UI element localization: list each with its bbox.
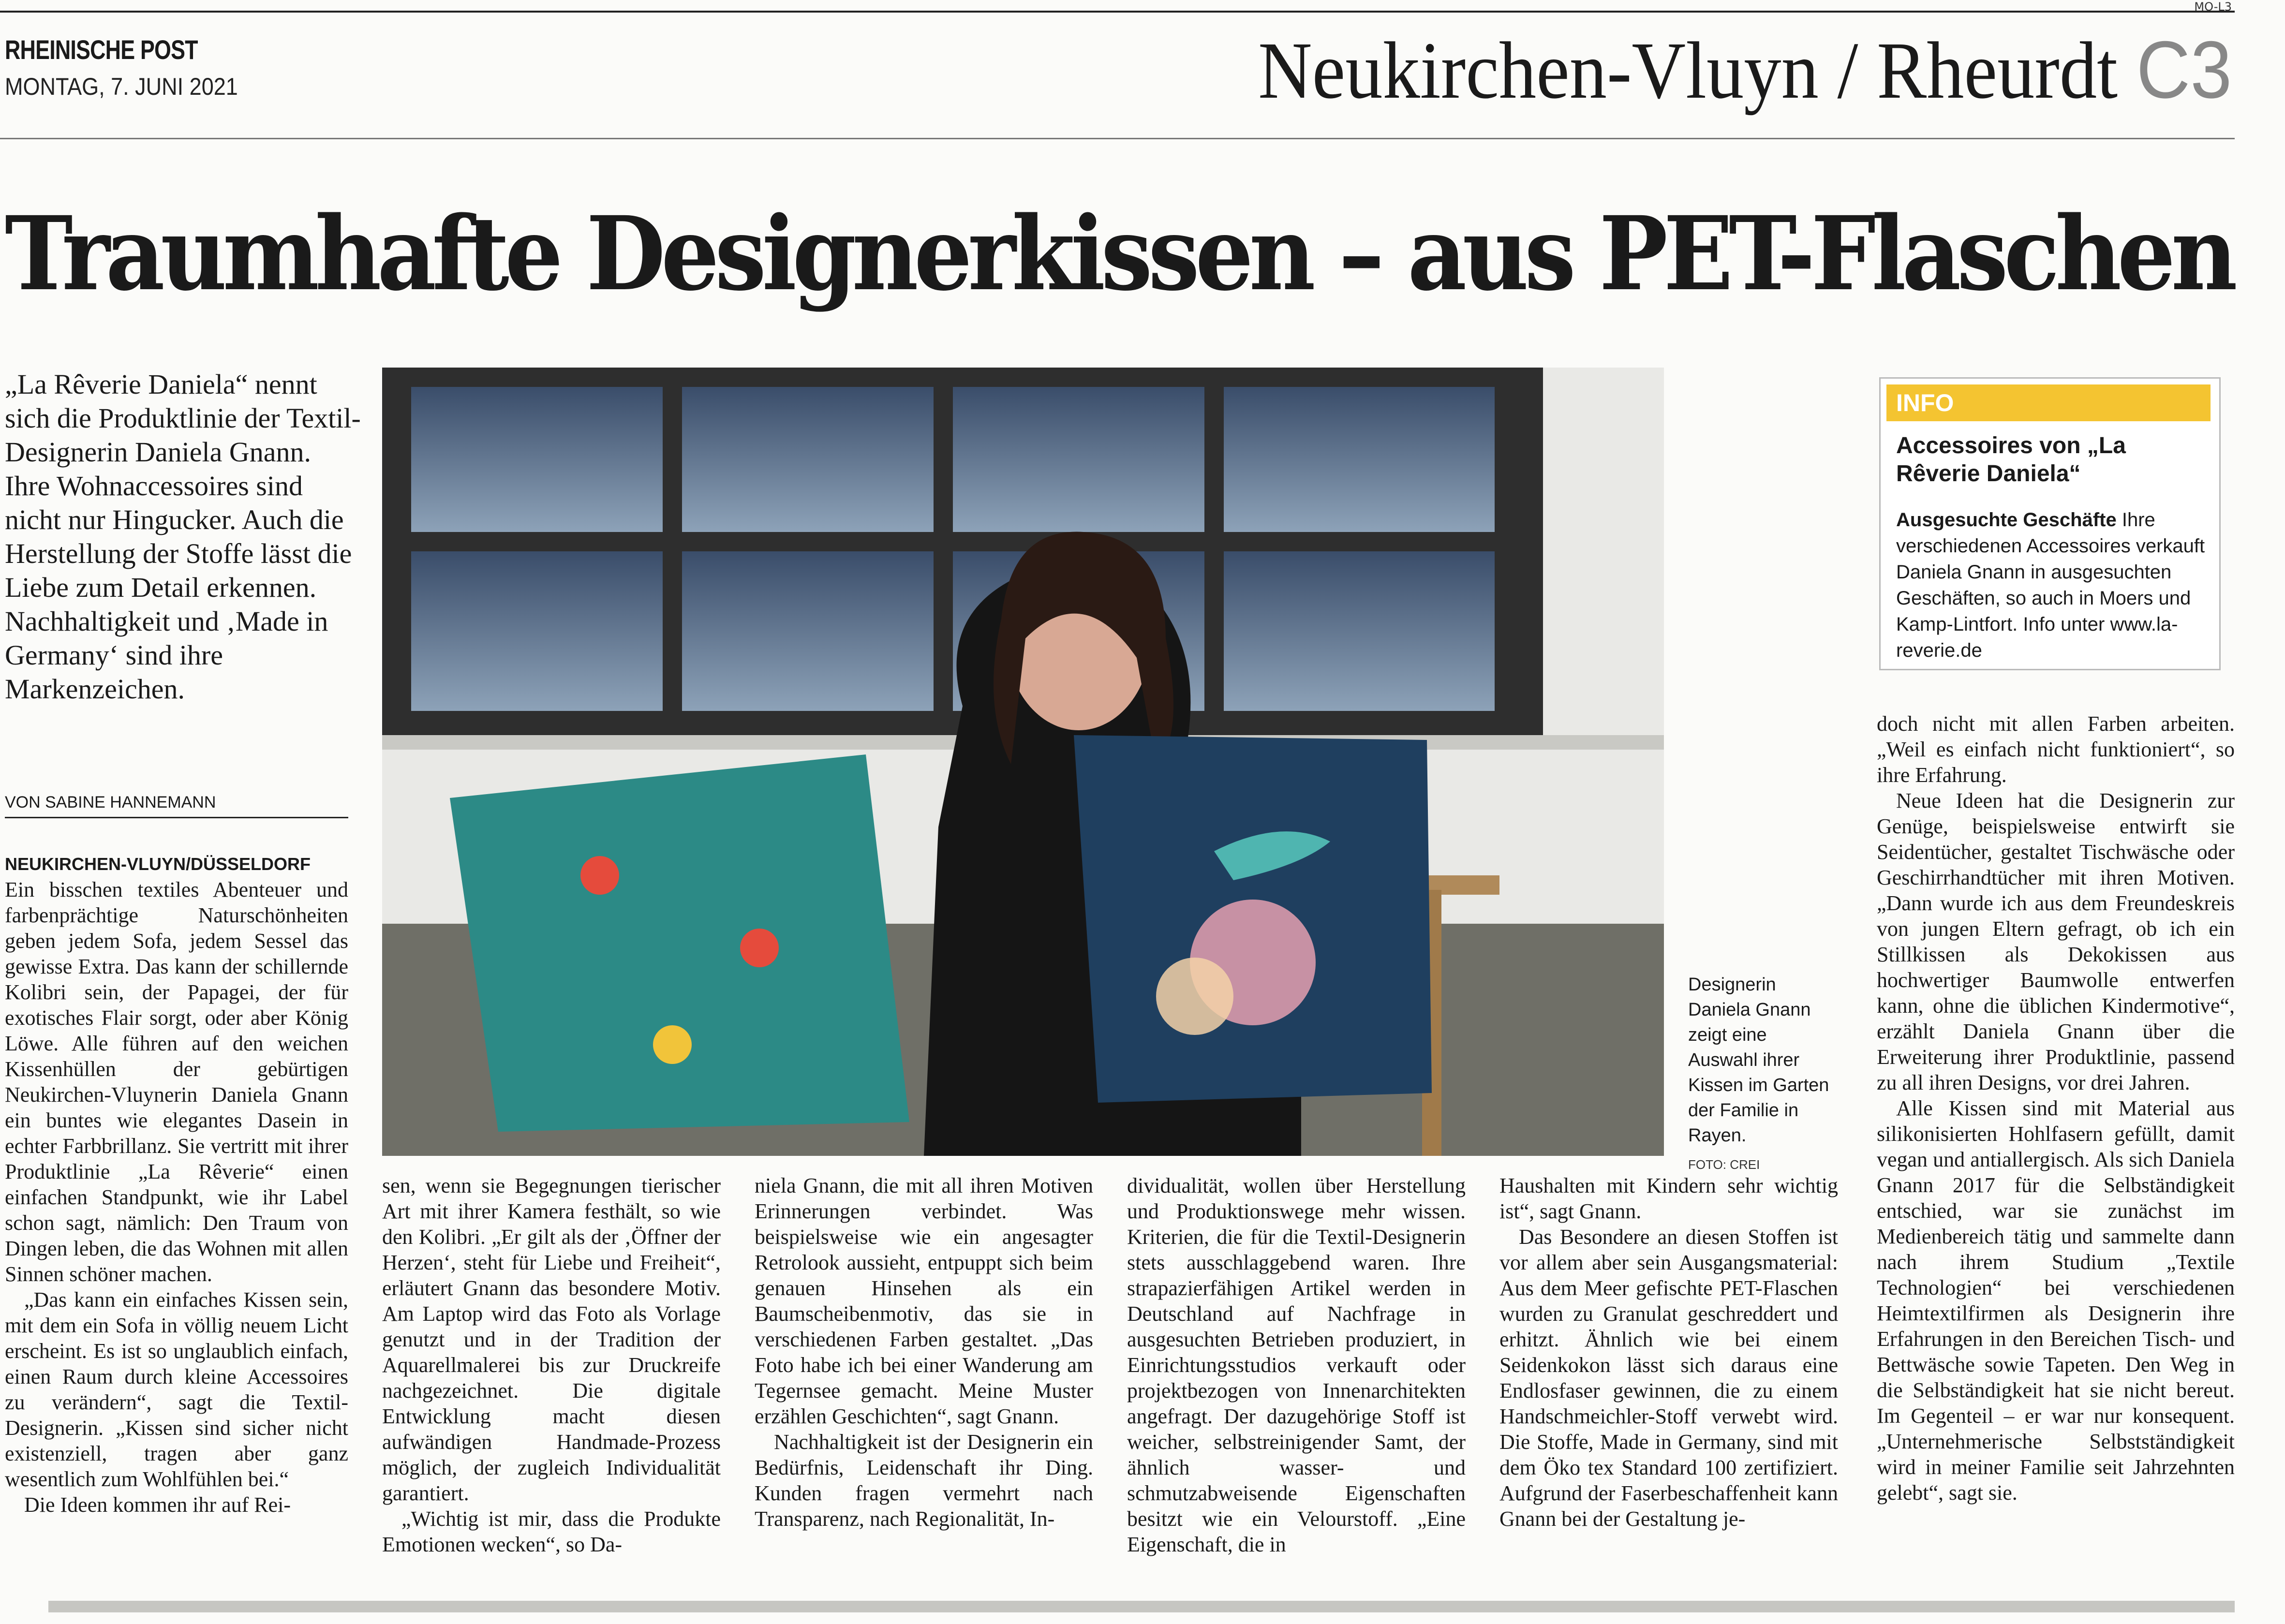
dateline: NEUKIRCHEN-VLUYN/DÜSSELDORF [5, 854, 311, 874]
window-pane [953, 387, 1204, 532]
photo-credit: FOTO: CREI [1688, 1157, 1760, 1172]
window-pane [1224, 551, 1495, 711]
section-title [1258, 24, 2232, 116]
paragraph: Das Besondere an diesen Stoffen ist vor allem aber sein Ausgangsmaterial: Aus dem Meer gefischte PET-Flaschen wurden zu Granulat geschreddert und erhitzt. Ähnlich wie bei einem Seidenkokon lässt sich daraus eine Endlosfaser gewinnen, die zu einem Handschmeichler-Stoff verwebt wird. Die Stoffe, Made in Germany, sind mit dem Öko tex Standard 100 zertifiziert. Aufgrund der Faserbeschaffenheit kann Gnann bei der Gestaltung je- [1499, 1225, 1838, 1531]
info-title: Accessoires von „La Rêverie Daniela“ [1896, 433, 2126, 487]
paragraph: Alle Kissen sind mit Material aus silikonisierten Hohlfasern gefüllt, damit vegan und antiallergisch. Als sich Daniela Gnann 2017 für die Selbständigkeit entschied, war sie zunächst im Medienbereich tätig und sammelte dann nach ihrem Studium „Textile Technologien“ bei verschiedenen Heimtextilfirmen als Designerin ihre Erfahrungen in den Bereichen Tisch- und Bettwäsche sowie Tapeten. Den Weg in die Selbständigkeit hat sie nicht bereut. Im Gegenteil – er war nur konsequent. „Unternehmerische Selbstständigkeit wird in meiner Familie seit Jahrzehnten gelebt“, sagt sie. [1877, 1096, 2235, 1505]
issue-date: MONTAG, 7. JUNI 2021 [5, 73, 238, 100]
flower-motif [1156, 958, 1233, 1035]
photo-illustration [382, 368, 1664, 1156]
article-column-2 [382, 1173, 721, 1557]
paragraph: „Wichtig ist mir, dass die Produkte Emotionen wecken“, so Da- [382, 1507, 721, 1556]
article-column-1 [5, 851, 348, 1518]
top-rule [0, 11, 2235, 13]
window-pane [411, 551, 663, 711]
byline: VON SABINE HANNEMANN [5, 793, 348, 818]
info-label: INFO [1886, 384, 2211, 421]
article-column-5 [1499, 1173, 1838, 1532]
page-number: C3 [2136, 24, 2232, 115]
paragraph: Nachhaltigkeit ist der Designerin ein Bedürfnis, Leidenschaft ihr Ding. Kunden fragen vermehrt nach Transparenz, nach Regionalität, In- [755, 1430, 1093, 1531]
paragraph: „Das kann ein einfaches Kissen sein, mit dem ein Sofa in völlig neuem Licht erscheint. Es ist so unglaublich einfach, einen Raum durch kleine Accessoires zu verändern“, sagt die Textil-Designerin. „Kissen sind sicher nicht existenziell, tragen aber ganz wesentlich zum Wohlfühlen bei.“ [5, 1288, 348, 1491]
green-parrot-cushion [450, 754, 909, 1132]
photo-caption [1688, 972, 1833, 1177]
paragraph: dividualität, wollen über Herstellung und Produktionswege mehr wissen. Kriterien, die für die Textil-Designerin stets ausschlaggebend waren. Ihre strapazierfähigen Artikel werden in Deutschland auf Nachfrage in ausgesuchten Betrieben produziert, in Einrichtungsstudios verkauft oder projektbezogen von Innenarchitekten angefragt. Der dazugehörige Stoff ist weicher, selbstreinigender Samt, der ähnlich wasser- und schmutzabweisende Eigenschaften besitzt wie ein Velourstoff. „Eine Eigenschaft, die in [1127, 1174, 1466, 1556]
paragraph: Neue Ideen hat die Designerin zur Genüge, beispielsweise entwirft sie Seidentücher, gestaltet Tischwäsche oder Geschirrhandtücher mit ihren Motiven. „Dann wurde ich aus dem Freundeskreis von jungen Eltern gefragt, ob ich ein Stillkissen als Dekokissen aus hochwertiger Baumwolle entwerfen kann, ohne die üblichen Kindermotive“, erzählt Daniela Gnann über die Erweiterung ihrer Produktlinie, passend zu all ihren Designs, vor drei Jahren. [1877, 789, 2235, 1094]
page-code: MO-L3 [2194, 0, 2232, 14]
window-pane [682, 551, 934, 711]
section-name: Neukirchen-Vluyn / Rheurdt [1258, 26, 2118, 116]
parrot-motif [740, 929, 779, 967]
caption-text: Designerin Daniela Gnann zeigt eine Auswahl ihrer Kissen im Garten der Familie in Rayen. [1688, 974, 1829, 1146]
paragraph: doch nicht mit allen Farben arbeiten. „Weil es einfach nicht funktioniert“, so ihre Erfahrung. [1877, 712, 2235, 787]
info-lead: Ausgesuchte Geschäfte [1896, 509, 2117, 531]
parrot-motif [653, 1025, 692, 1064]
headline: Traumhafte Designerkissen – aus PET-Flaschen [5, 194, 2233, 313]
paragraph: sen, wenn sie Begegnungen tierischer Art mit ihrer Kamera festhält, so wie den Kolibri. „Er gilt als der ‚Öffner der Herzen‘, steht für Liebe und Freiheit“, erläutert Gnann das besondere Motiv. Am Laptop wird das Foto als Vorlage genutzt und in der Tradition der Aquarellmalerei bis zur Druckreife nachgezeichnet. Die digitale Entwicklung macht diesen aufwändigen Handmade-Prozess möglich, der zugleich Individualität garantiert. [382, 1174, 721, 1505]
article-column-6 [1877, 711, 2235, 1506]
paragraph: Die Ideen kommen ihr auf Rei- [24, 1493, 291, 1517]
paragraph: Haushalten mit Kindern sehr wichtig ist“, sagt Gnann. [1499, 1174, 1838, 1223]
info-text: Ihre verschiedenen Accessoires verkauft Daniela Gnann in ausgesuchten Geschäften, so auch in Moers und Kamp-Lintfort. Info unter www.la-reverie.de [1896, 509, 2205, 661]
info-body [1896, 507, 2206, 664]
parrot-motif [580, 856, 619, 895]
newspaper-name: RHEINISCHE POST [5, 34, 198, 65]
teaser: „La Rêverie Daniela“ nennt sich die Produktlinie der Textil-Designerin Daniela Gnann. Ihre Wohnaccessoires sind nicht nur Hingucker. Auch die Herstellung der Stoffe lässt die Liebe zum Detail erkennen. Nachhaltigkeit und ‚Made in Germany‘ sind ihre Markenzeichen. [5, 369, 361, 705]
window-pane [682, 387, 934, 532]
info-box [1879, 377, 2221, 670]
paragraph: Ein bisschen textiles Abenteuer und farbenprächtige Naturschönheiten geben jedem Sofa, jedem Sessel das gewisse Extra. Das kann der schillernde Kolibri sein, der Papagei, der für exotisches Flair sorgt, oder aber König Löwe. Alle führen auf den weichen Kissenhüllen der gebürtigen Neukirchen-Vluynerin Daniela Gnann ein buntes wie elegantes Dasein in echter Farbbrillanz. Sie vertritt mit ihrer Produktlinie „La Rêverie“ einen einfachen Standpunkt, wie ihr Label schon sagt, nämlich: Den Traum von Dingen leben, die das Wohnen mit allen Sinnen schöner machen. [5, 878, 348, 1286]
footer-bar [48, 1601, 2235, 1612]
article-column-3 [755, 1173, 1093, 1532]
window-pane [1224, 387, 1495, 532]
header-rule [0, 138, 2235, 139]
article-column-4 [1127, 1173, 1466, 1557]
article-photo [382, 368, 1664, 1156]
paragraph: niela Gnann, die mit all ihren Motiven Erinnerungen verbindet. Was beispielsweise wie ein angesagter Retrolook aussieht, entpuppt sich beim genauen Hinsehen als ein Baumscheibenmotiv, das sie in verschiedenen Farben gestaltet. „Das Foto habe ich bei einer Wanderung am Tegernsee gemacht. Meine Muster erzählen Geschichten“, sagt Gnann. [755, 1174, 1093, 1428]
window-pane [411, 387, 663, 532]
